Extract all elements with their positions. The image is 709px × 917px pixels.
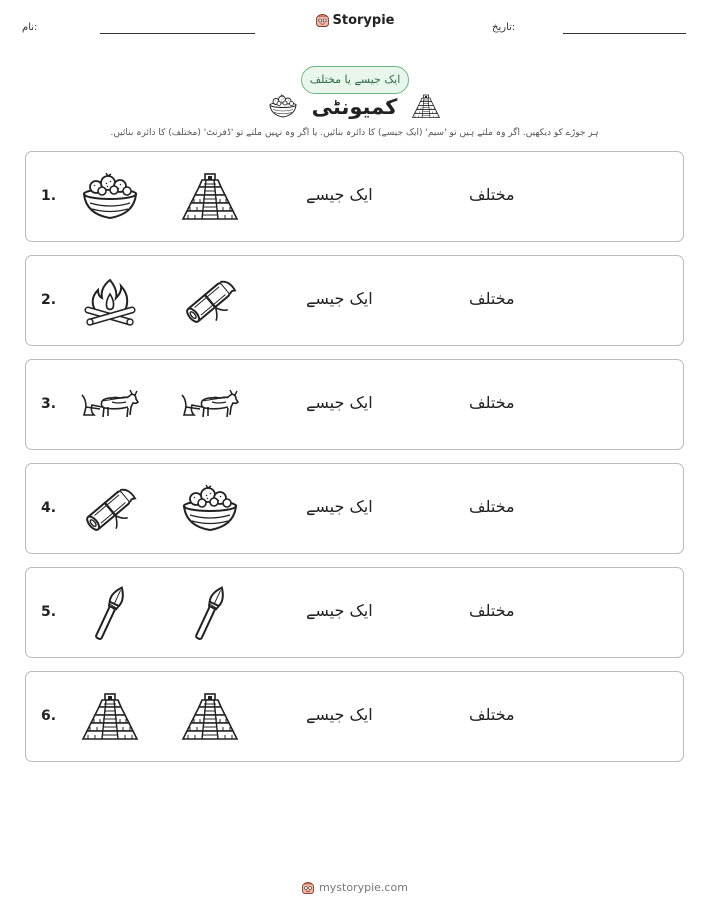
same-option[interactable]: ایک جیسے (306, 185, 373, 204)
name-label: نام: (22, 22, 38, 33)
storypie-logo-icon (301, 881, 315, 895)
different-option[interactable]: مختلف (469, 601, 515, 620)
scroll-icon (180, 271, 240, 331)
pyramid-icon (180, 167, 240, 227)
row-number: 1. (41, 188, 57, 204)
date-label: تاریخ: (492, 22, 516, 33)
ox-plow-icon (80, 375, 140, 435)
row-number: 3. (41, 396, 57, 412)
same-option[interactable]: ایک جیسے (306, 497, 373, 516)
row-number: 5. (41, 604, 57, 620)
footer (0, 881, 709, 895)
scroll-icon (80, 479, 140, 539)
name-line[interactable] (100, 33, 255, 34)
spear-icon (80, 583, 140, 643)
date-line[interactable] (563, 33, 686, 34)
pyramid-icon (80, 687, 140, 747)
exercise-row (25, 255, 684, 346)
brand-header (0, 13, 709, 28)
brand-name: Storypie (332, 13, 395, 28)
exercise-row (25, 671, 684, 762)
same-option[interactable]: ایک جیسے (306, 289, 373, 308)
different-option[interactable]: مختلف (469, 289, 515, 308)
exercise-row (25, 567, 684, 658)
exercise-row (25, 151, 684, 242)
fruit-bowl-icon (268, 94, 298, 119)
exercise-row (25, 463, 684, 554)
different-option[interactable]: مختلف (469, 497, 515, 516)
fruit-bowl-icon (80, 167, 140, 227)
same-option[interactable]: ایک جیسے (306, 393, 373, 412)
row-number: 4. (41, 500, 57, 516)
storypie-logo-icon (315, 13, 330, 28)
exercise-row (25, 359, 684, 450)
footer-url: mystorypie.com (319, 881, 408, 894)
topic-badge: ایک جیسے یا مختلف (301, 66, 409, 94)
instructions: ہر جوڑے کو دیکھیں. اگر وہ ملتے ہیں تو 'سیم' (ایک جیسے) کا دائرہ بنائیں. یا اگر وہ نہیں ملتے تو 'ڈفرنٹ' (مختلف) کا دائرہ بنائیں. (110, 128, 599, 138)
ox-plow-icon (180, 375, 240, 435)
different-option[interactable]: مختلف (469, 185, 515, 204)
pyramid-icon (411, 94, 441, 119)
same-option[interactable]: ایک جیسے (306, 705, 373, 724)
campfire-icon (80, 271, 140, 331)
row-number: 6. (41, 708, 57, 724)
fruit-bowl-icon (180, 479, 240, 539)
different-option[interactable]: مختلف (469, 393, 515, 412)
pyramid-icon (180, 687, 240, 747)
same-option[interactable]: ایک جیسے (306, 601, 373, 620)
title-row (0, 94, 709, 119)
row-number: 2. (41, 292, 57, 308)
different-option[interactable]: مختلف (469, 705, 515, 724)
page-title: کمیونٹی (311, 94, 398, 119)
spear-icon (180, 583, 240, 643)
